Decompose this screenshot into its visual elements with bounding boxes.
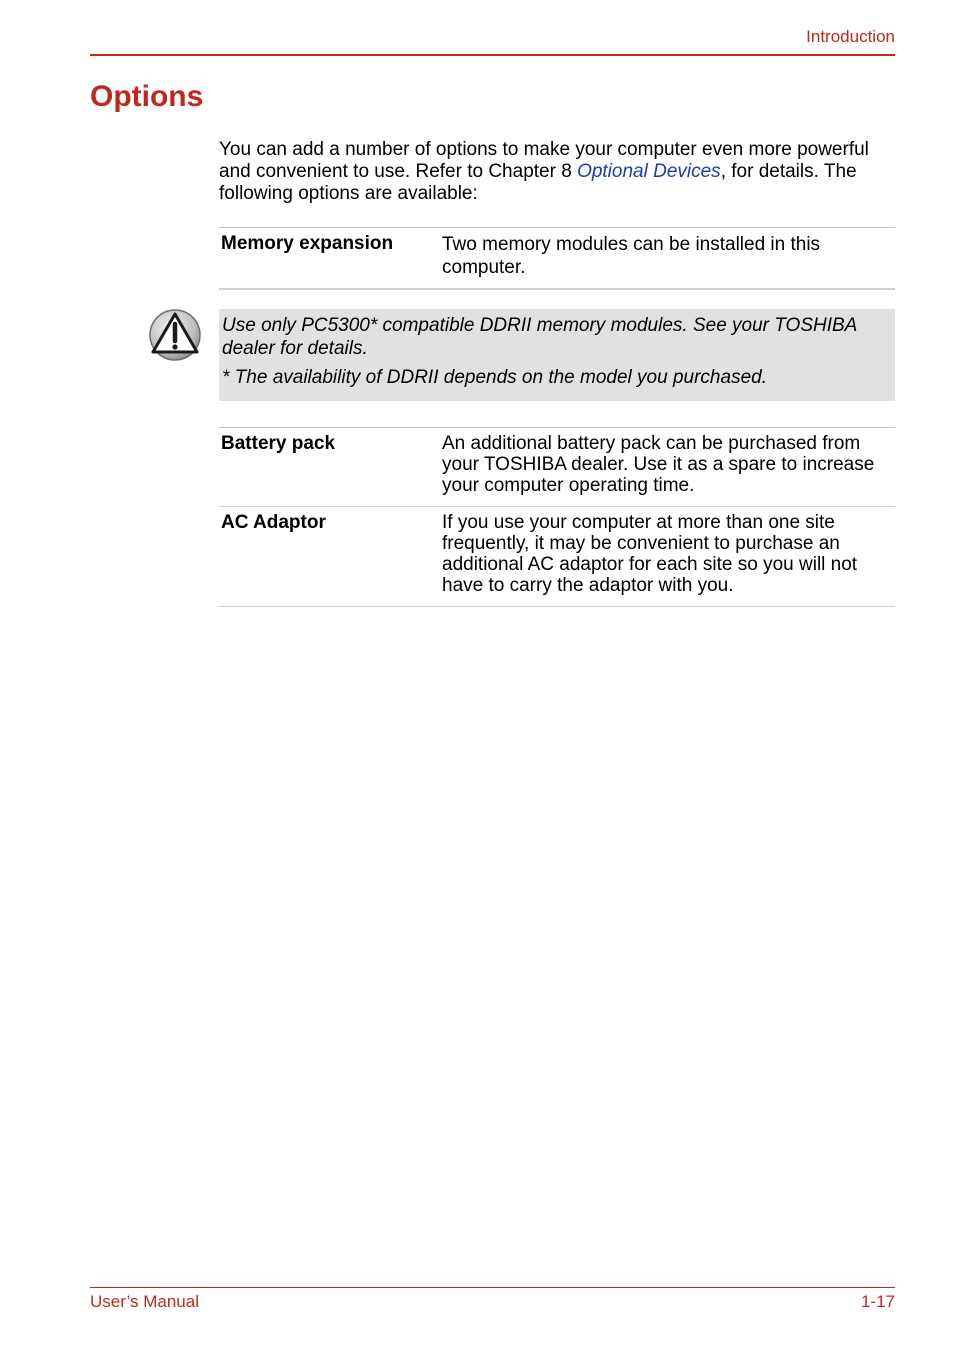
option-term: Memory expansion	[221, 233, 394, 254]
optional-devices-link[interactable]: Optional Devices	[577, 161, 721, 182]
footer-manual-label: User’s Manual	[90, 1292, 199, 1311]
options-table-memory	[219, 227, 895, 290]
options-table	[219, 427, 895, 607]
caution-note	[219, 309, 895, 401]
option-description: Two memory modules can be installed in this computer.	[442, 234, 821, 278]
intro-text-start: You can add a number of options to make your computer even more powerful and convenient to use. Refer to Chapter 8	[219, 139, 869, 182]
header-section-label: Introduction	[806, 27, 895, 46]
table-row	[219, 228, 895, 288]
option-term: AC Adaptor	[221, 512, 326, 533]
intro-paragraph	[219, 139, 895, 205]
option-description: An additional battery pack can be purchased from your TOSHIBA dealer. Use it as a spare to increase your computer operating time.	[442, 433, 875, 496]
page-number: 1-17	[860, 1292, 895, 1311]
footer-divider	[90, 1287, 895, 1288]
caution-text: Use only PC5300* compatible DDRII memory modules. See your TOSHIBA dealer for details.	[222, 315, 857, 359]
caution-availability-note: * The availability of DDRII depends on the model you purchased.	[222, 367, 767, 388]
option-description: If you use your computer at more than one site frequently, it may be convenient to purchase an additional AC adaptor for each site so you will not have to carry the adaptor with you.	[442, 512, 858, 596]
page-title: Options	[90, 80, 204, 113]
caution-icon	[148, 308, 202, 362]
table-row	[219, 428, 895, 507]
header-divider	[90, 54, 895, 56]
intro-text-end: , for details. The following options are available:	[219, 161, 857, 204]
table-row	[219, 507, 895, 607]
option-term: Battery pack	[221, 433, 336, 454]
